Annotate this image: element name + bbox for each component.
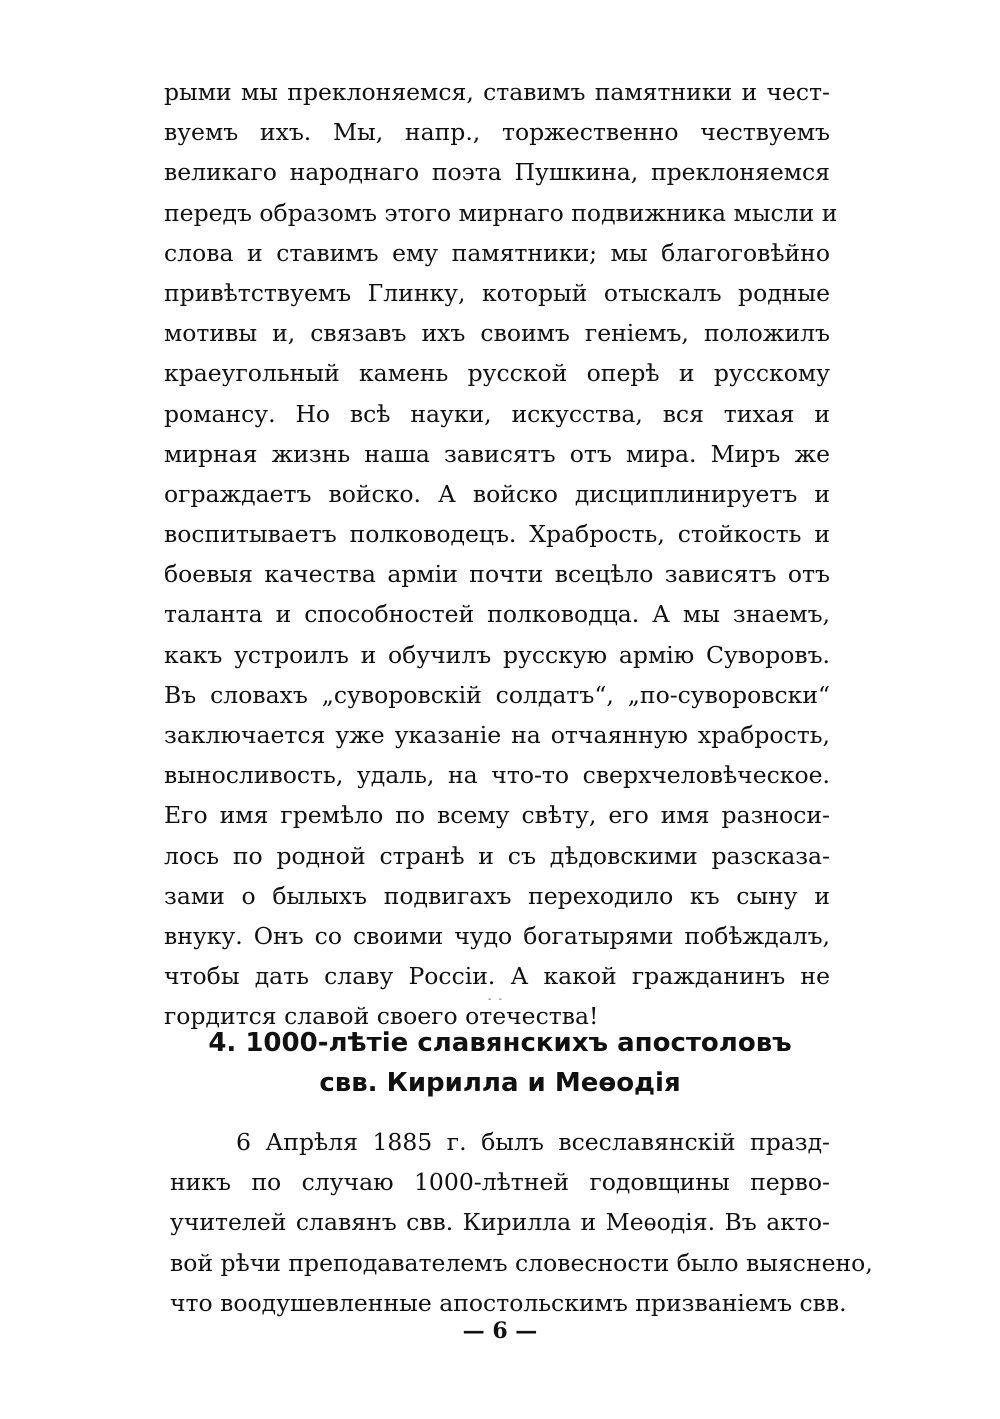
text-line: ограждаетъ войско. А войско дисциплинируетъ и	[164, 479, 830, 508]
text-line: заключается уже указаніе на отчаянную храбрость,	[164, 721, 830, 749]
text-line: что воодушевленные апостольскимъ призваніемъ свв.	[170, 1288, 847, 1317]
text-line: привѣтствуемъ Глинку, который отыскалъ родные	[164, 278, 830, 307]
text-line: воспитываетъ полководецъ. Храбрость, стойкость и	[164, 520, 830, 549]
text-line: мирная жизнь наша зависятъ отъ мира. Миръ же	[164, 439, 830, 468]
text-line: Его имя гремѣло по всему свѣту, его имя разноси-	[164, 801, 830, 830]
text-line: слова и ставимъ ему памятники; мы благоговѣйно	[164, 238, 830, 267]
text-line: 6 Апрѣля 1885 г. былъ всеславянскій празд-	[236, 1128, 830, 1156]
section-heading-line-2: свв. Кирилла и Меѳодія	[319, 1068, 681, 1098]
text-line: зами о былыхъ подвигахъ переходило къ сыну и	[164, 881, 830, 910]
text-line: мотивы и, связавъ ихъ своимъ геніемъ, положилъ	[164, 319, 830, 348]
text-line: краеугольный камень русской оперѣ и русскому	[164, 359, 830, 388]
text-line: Въ словахъ „суворовскій солдатъ“, „по-суворовски“	[164, 680, 830, 709]
page-number: — 6 —	[462, 1318, 538, 1344]
text-line: какъ устроилъ и обучилъ русскую армію Суворовъ.	[164, 640, 830, 669]
text-line: учителей славянъ свв. Кирилла и Меѳодія. Въ акто-	[170, 1208, 830, 1237]
text-line: гордится славой своего отечества!	[164, 1002, 599, 1031]
text-line: лось по родной странѣ и съ дѣдовскими разсказа-	[164, 841, 830, 870]
text-line: вой рѣчи преподавателемъ словесности было выяснено,	[170, 1248, 873, 1277]
section-separator: - -	[488, 994, 504, 1005]
text-line: чтобы дать славу Россіи. А какой гражданинъ не	[164, 962, 830, 991]
text-line: великаго народнаго поэта Пушкина, преклоняемся	[164, 158, 830, 187]
text-line: выносливость, удаль, на что-то сверхчеловѣческое.	[164, 761, 830, 790]
text-line: никъ по случаю 1000-лѣтней годовщины перво-	[170, 1168, 830, 1197]
section-text	[170, 1122, 873, 1323]
text-line: боевыя качества арміи почти всецѣло зависятъ отъ	[164, 560, 830, 589]
text-line: романсу. Но всѣ науки, искусства, вся тихая и	[164, 399, 830, 428]
section-heading-line-1: 4. 1000-лѣтіе славянскихъ апостоловъ	[208, 1028, 792, 1058]
text-line: рыми мы преклоняемся, ставимъ памятники и чест-	[164, 78, 830, 106]
text-line: передъ образомъ этого мирнаго подвижника мысли и	[164, 198, 838, 227]
body-text	[164, 72, 838, 1037]
text-line: внуку. Онъ со своими чудо богатырями побѣждалъ,	[164, 921, 830, 950]
text-line: вуемъ ихъ. Мы, напр., торжественно чествуемъ	[164, 118, 830, 147]
text-line: таланта и способностей полководца. А мы знаемъ,	[164, 600, 830, 629]
